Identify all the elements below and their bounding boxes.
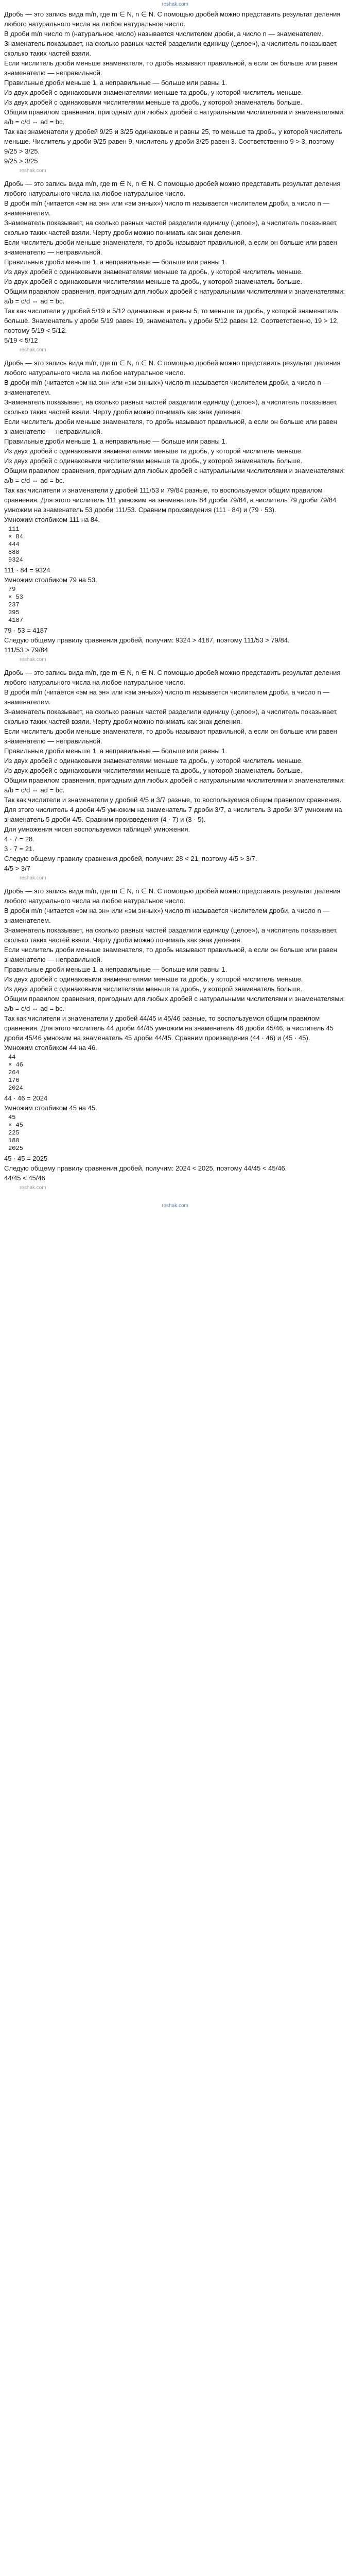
- calc-line: × 84: [8, 533, 23, 540]
- paragraph-def: Дробь — это запись вида m/n, где m ∈ N, n ∈ N. С помощью дробей можно представить результат деления любого натурального числа на любое натуральное число.: [4, 887, 341, 905]
- paragraph-task: Так как числители и знаменатели у дробей 111/53 и 79/84 разные, то воспользуемся общим правилом сравнения. Для этого числитель 111 умножим на знаменатель 84 дроби 79/84, а числитель 79 дроби 79/84 умножим на знаменатель 53 дроби 111/53. Сравним произведения (111 · 84) и (79 · 53).: [4, 486, 337, 514]
- paragraph-task: Так как числители у дробей 5/19 и 5/12 одинаковые и равны 5, то меньше та дробь, у которой знаменатель больше. Знаменатель у дроби 5/19 равен 19, знаменатель у дроби 5/12 равен 12. Соответственно, 19 > 12, поэтому 5/19 < 5/12.: [4, 307, 339, 334]
- paragraph-task: Так как знаменатели у дробей 9/25 и 3/25 одинаковые и равны 25, то меньше та дробь, у которой числитель меньше. Числитель у дроби 9/25 равен 9, числитель у дроби 3/25 равен 3. Соответственно 9 > 3, поэтому 9/25 > 3/25.: [4, 128, 342, 155]
- paragraph-terms: В дроби m/n (читается «эм на эн» или «эм энных») число m называется числителем дроби, а число n — знаменателем.: [4, 199, 330, 217]
- paragraph-def: Дробь — это запись вида m/n, где m ∈ N, n ∈ N. С помощью дробей можно представить результат деления любого натурального числа на любое натуральное число.: [4, 180, 341, 197]
- paragraph-rule1: Правильные дроби меньше 1, а неправильные — больше или равны 1.: [4, 437, 227, 445]
- paragraph-proper: Если числитель дроби меньше знаменателя, то дробь называют правильной, а если он больше или равен знаменателю — неправильной.: [4, 946, 337, 963]
- paragraph-rule1: Правильные дроби меньше 1, а неправильные — больше или равны 1.: [4, 747, 227, 755]
- paragraph-answer: 9/25 > 3/25: [4, 157, 38, 165]
- paragraph-rule1: Правильные дроби меньше 1, а неправильные — больше или равны 1.: [4, 79, 227, 87]
- paragraph-answer: 44/45 < 45/46: [4, 1174, 45, 1182]
- paragraph-calc2-result: 45 · 45 = 2025: [4, 1155, 48, 1162]
- paragraph-compare: Следую общему правилу сравнения дробей, получим: 28 < 21, поэтому 4/5 > 3/7.: [4, 855, 257, 862]
- column-multiplication: [8, 526, 346, 564]
- paragraph-proper: Если числитель дроби меньше знаменателя, то дробь называют правильной, а если он больше или равен знаменателю — неправильной.: [4, 59, 337, 77]
- paragraph-calc1-result: 111 · 84 = 9324: [4, 566, 50, 574]
- paragraph-calc1-line: 3 · 7 = 21.: [4, 845, 34, 853]
- paragraph-answer: 111/53 > 79/84: [4, 646, 48, 654]
- paragraph-common: Общим правилом сравнения, пригодным для любых дробей с натуральными числителями и знаменателями: a/b = c/d ⇔ ad = bc.: [4, 108, 345, 126]
- paragraph-rule2: Из двух дробей с одинаковыми знаменателями меньше та дробь, у которой числитель меньше.: [4, 89, 303, 96]
- watermark: reshak.com: [20, 657, 46, 663]
- calc-line: 4187: [8, 617, 23, 624]
- paragraph-terms: В дроби m/n (читается «эм на эн» или «эм энных») число m называется числителем дроби, а число n — знаменателем.: [4, 688, 330, 706]
- paragraph-calc1-label: Умножим столбиком 111 на 84.: [4, 516, 100, 523]
- paragraph-calc1-label: Для умножения чисел воспользуемся таблицей умножения.: [4, 825, 190, 833]
- paragraph-meaning: Знаменатель показывает, на сколько равных частей разделили единицу (целое»), а числитель показывает, сколько таких частей взяли. Черту дроби можно понимать как знак деления.: [4, 219, 338, 236]
- paragraph-rule2: Из двух дробей с одинаковыми знаменателями меньше та дробь, у которой числитель меньше.: [4, 975, 303, 983]
- solution-page: [0, 9, 350, 1193]
- paragraph-def: Дробь — это запись вида m/n, где m ∈ N, n ∈ N. С помощью дробей можно представить результат деления любого натурального числа на любое натуральное число.: [4, 359, 341, 377]
- calc-line: 888: [8, 549, 20, 556]
- column-multiplication: [8, 1114, 346, 1153]
- paragraph-rule3: Из двух дробей с одинаковыми числителями меньше та дробь, у которой знаменатель больше.: [4, 767, 303, 774]
- solution-section: [4, 668, 346, 883]
- calc-line: 395: [8, 609, 20, 616]
- paragraph-calc2-result: 79 · 53 = 4187: [4, 626, 48, 634]
- column-multiplication: [8, 1054, 346, 1092]
- paragraph-def: Дробь — это запись вида m/n, где m ∈ N, n ∈ N. С помощью дробей можно представить результат деления любого натурального числа на любое натуральное число.: [4, 669, 341, 686]
- calc-line: 237: [8, 601, 20, 608]
- calc-line: 111: [8, 526, 20, 533]
- paragraph-meaning: Знаменатель показывает, на сколько равных частей разделили единицу (целое»), а числитель показывает, сколько таких частей взяли. Черту дроби можно понимать как знак деления.: [4, 926, 338, 944]
- paragraph-compare: Следую общему правилу сравнения дробей, получим: 9324 > 4187, поэтому 111/53 > 79/84.: [4, 636, 290, 644]
- calc-line: 225: [8, 1129, 20, 1137]
- site-header: reshak.com: [162, 2, 188, 7]
- calc-line: 176: [8, 1077, 20, 1084]
- calc-line: 264: [8, 1069, 20, 1076]
- paragraph-calc2-label: Умножим столбиком 45 на 45.: [4, 1104, 97, 1112]
- paragraph-rule3: Из двух дробей с одинаковыми числителями меньше та дробь, у которой знаменатель больше.: [4, 98, 303, 106]
- paragraph-rule1: Правильные дроби меньше 1, а неправильные — больше или равны 1.: [4, 258, 227, 266]
- paragraph-common: Общим правилом сравнения, пригодным для любых дробей с натуральными числителями и знаменателями: a/b = c/d ⇔ ad = bc.: [4, 776, 345, 794]
- site-footer: reshak.com: [162, 1203, 188, 1209]
- paragraph-def: Дробь — это запись вида m/n, где m ∈ N, n ∈ N. С помощью дробей можно представить результат деления любого натурального числа на любое натуральное число.: [4, 10, 341, 28]
- column-multiplication: [8, 586, 346, 624]
- calc-line: × 46: [8, 1061, 23, 1069]
- paragraph-proper: Если числитель дроби меньше знаменателя, то дробь называют правильной, а если он больше или равен знаменателю — неправильной.: [4, 727, 337, 745]
- paragraph-rule2: Из двух дробей с одинаковыми знаменателями меньше та дробь, у которой числитель меньше.: [4, 447, 303, 455]
- paragraph-common: Общим правилом сравнения, пригодным для любых дробей с натуральными числителями и знаменателями: a/b = c/d ⇔ ad = bc.: [4, 467, 345, 484]
- watermark: reshak.com: [20, 875, 46, 881]
- calc-line: 9324: [8, 556, 23, 564]
- paragraph-compare: Следую общему правилу сравнения дробей, получим: 2024 < 2025, поэтому 44/45 < 45/46.: [4, 1164, 287, 1172]
- paragraph-terms: В дроби m/n (читается «эм на эн» или «эм энных») число m называется числителем дроби, а число n — знаменателем.: [4, 379, 330, 396]
- watermark: reshak.com: [20, 347, 46, 353]
- paragraph-common: Общим правилом сравнения, пригодным для любых дробей с натуральными числителями и знаменателями: a/b = c/d ⇔ ad = bc.: [4, 995, 345, 1012]
- calc-line: 79: [8, 586, 16, 593]
- paragraph-proper: Если числитель дроби меньше знаменателя, то дробь называют правильной, а если он больше или равен знаменателю — неправильной.: [4, 239, 337, 256]
- paragraph-proper: Если числитель дроби меньше знаменателя, то дробь называют правильной, а если он больше или равен знаменателю — неправильной.: [4, 418, 337, 435]
- paragraph-rule3: Из двух дробей с одинаковыми числителями меньше та дробь, у которой знаменатель больше.: [4, 985, 303, 993]
- solution-section: [4, 179, 346, 355]
- paragraph-calc2-label: Умножим столбиком 79 на 53.: [4, 576, 97, 584]
- paragraph-calc1-line: 4 · 7 = 28.: [4, 835, 34, 843]
- paragraph-rule1: Правильные дроби меньше 1, а неправильные — больше или равны 1.: [4, 965, 227, 973]
- paragraph-rule3: Из двух дробей с одинаковыми числителями меньше та дробь, у которой знаменатель больше.: [4, 278, 303, 285]
- calc-line: 2025: [8, 1145, 23, 1152]
- paragraph-rule3: Из двух дробей с одинаковыми числителями меньше та дробь, у которой знаменатель больше.: [4, 457, 303, 465]
- calc-line: 2024: [8, 1084, 23, 1092]
- paragraph-terms: В дроби m/n (читается «эм на эн» или «эм энных») число m называется числителем дроби, а число n — знаменателем.: [4, 907, 330, 924]
- calc-line: × 45: [8, 1122, 23, 1129]
- paragraph-calc1-result: 44 · 46 = 2024: [4, 1094, 48, 1102]
- paragraph-answer: 5/19 < 5/12: [4, 336, 38, 344]
- paragraph-meaning: Знаменатель показывает, на сколько равных частей разделили единицу (целое»), а числитель показывает, сколько таких частей взяли. Черту дроби можно понимать как знак деления.: [4, 708, 338, 725]
- calc-line: 444: [8, 541, 20, 548]
- watermark: reshak.com: [20, 1185, 46, 1191]
- paragraph-meaning: Знаменатель показывает, на сколько равных частей разделили единицу (целое»), а числитель показывает, сколько таких частей взяли.: [4, 40, 338, 57]
- paragraph-meaning: Знаменатель показывает, на сколько равных частей разделили единицу (целое»), а числитель показывает, сколько таких частей взяли. Черту дроби можно понимать как знак деления.: [4, 398, 338, 416]
- paragraph-rule2: Из двух дробей с одинаковыми знаменателями меньше та дробь, у которой числитель меньше.: [4, 268, 303, 276]
- calc-line: 180: [8, 1137, 20, 1144]
- watermark: reshak.com: [20, 168, 46, 174]
- calc-line: 45: [8, 1114, 16, 1121]
- calc-line: 44: [8, 1054, 16, 1061]
- calc-line: × 53: [8, 594, 23, 601]
- paragraph-task: Так как числители и знаменатели у дробей 4/5 и 3/7 разные, то воспользуемся общим правилом сравнения. Для этого числитель 4 дроби 4/5 умножим на знаменатель 7 дроби 3/7, а числитель 3 дроби 3/7 умножим на знаменатель 5 дроби 4/5. Сравним произведения (4 · 7) и (3 · 5).: [4, 796, 342, 823]
- solution-section: [4, 358, 346, 665]
- paragraph-common: Общим правилом сравнения, пригодным для любых дробей с натуральными числителями и знаменателями: a/b = c/d ⇔ ad = bc.: [4, 287, 345, 305]
- paragraph-answer: 4/5 > 3/7: [4, 865, 30, 872]
- solution-section: [4, 9, 346, 176]
- paragraph-calc1-label: Умножим столбиком 44 на 46.: [4, 1044, 97, 1052]
- paragraph-rule2: Из двух дробей с одинаковыми знаменателями меньше та дробь, у которой числитель меньше.: [4, 757, 303, 765]
- paragraph-terms: В дроби m/n число m (натуральное число) называется числителем дроби, а число n — знаменателем.: [4, 30, 324, 38]
- paragraph-task: Так как числители и знаменатели у дробей 44/45 и 45/46 разные, то воспользуемся общим правилом сравнения. Для этого числитель 44 дроби 44/45 умножим на знаменатель 46 дроби 45/46, а числитель 45 дроби 45/46 умножим на знаменатель 45 дроби 44/45. Сравним произведения (44 · 46) и (45 · 45).: [4, 1014, 334, 1042]
- solution-section: [4, 886, 346, 1193]
